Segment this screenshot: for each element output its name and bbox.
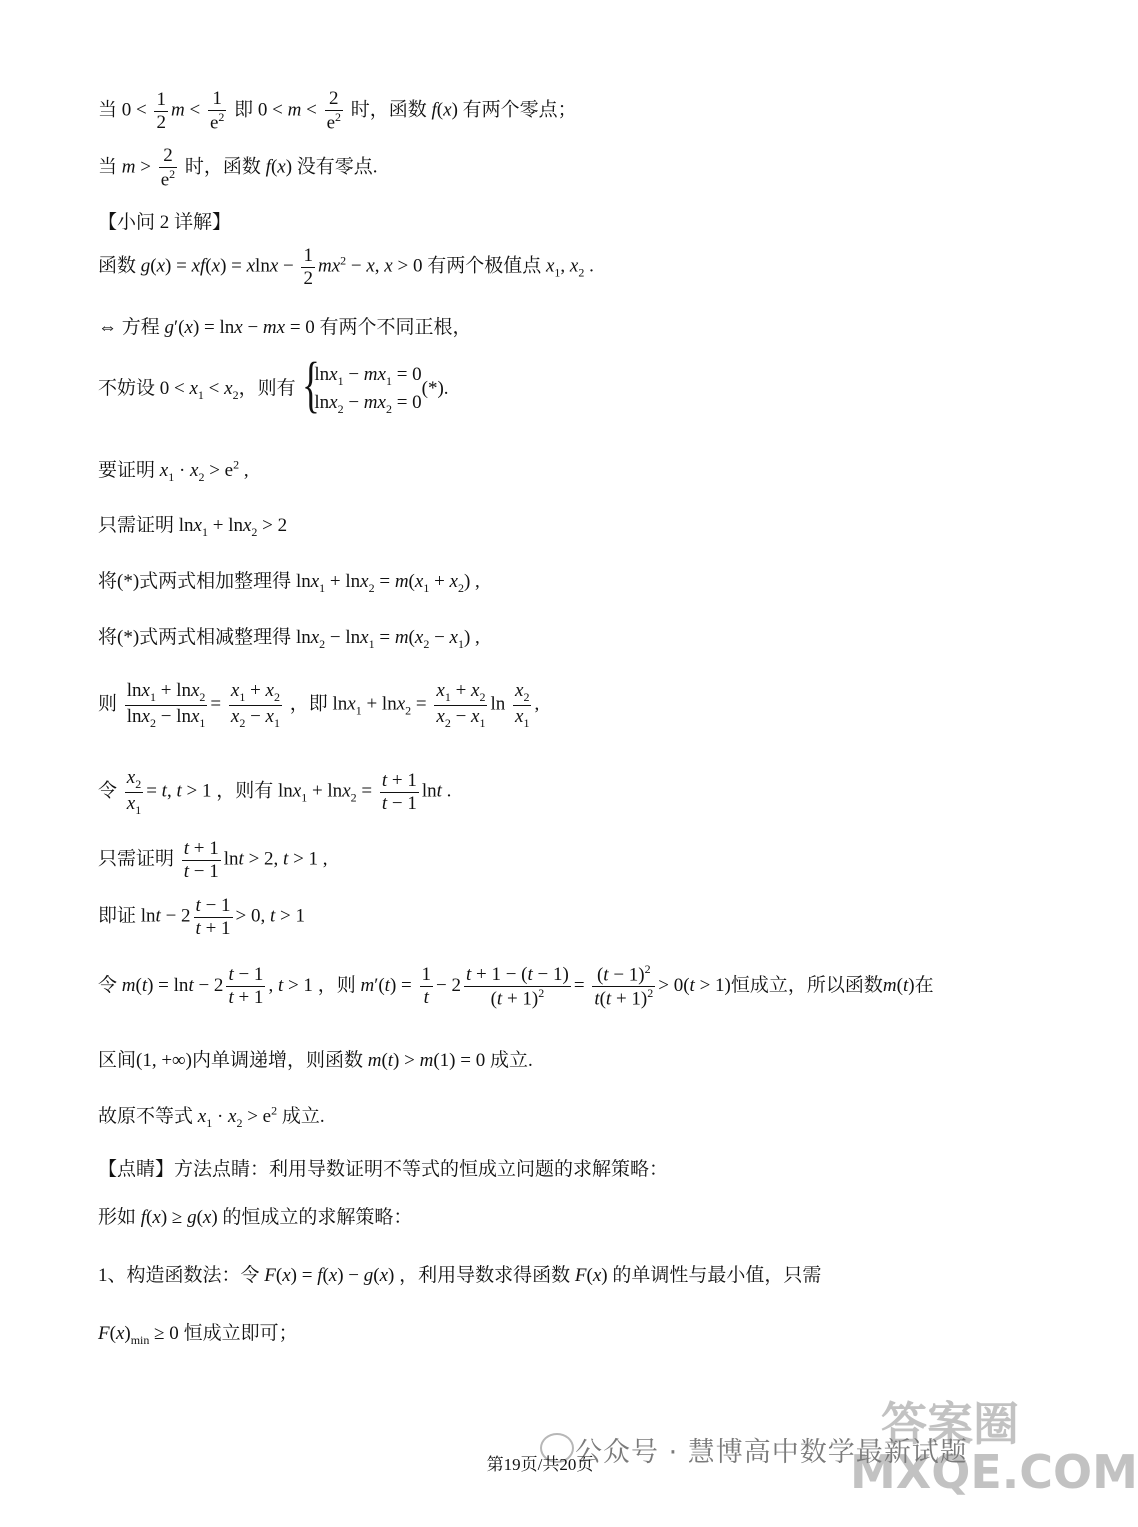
- text-line-13: 只需证明 $\frac{t + 1}{t - 1}$ lnt > 2, t > 1 ,: [98, 838, 328, 882]
- text-line-1: 当 0 < $\frac{1}{2}$ m < $\frac{1}{e^2}$ 即 0 < m < $\frac{2}{e^2}$ 时，函数 f(x) 有两个零点；: [98, 88, 577, 134]
- math-fraction: $\frac{t + 1 - (t - 1)}{(t + 1)^2}$: [465, 963, 569, 1009]
- math-fraction: $\frac{2}{e^2}$: [160, 145, 176, 191]
- site-logo: 答案圈 MXQE.COM: [850, 1397, 1138, 1500]
- text-line-15: 令 m(t) = lnt − 2 $\frac{t - 1}{t + 1}$ , t > 1 ，则 m′(t) = $\frac{1}{t}$ − 2 $\frac{t + 1 - (t - 1)}{(t + 1)^2}$ = $\frac{(t - 1)^2}{t(t + 1)^2}$ > 0(t > 1)恒成立，所以函数m(t)在: [98, 962, 934, 1010]
- math-fraction: $\frac{t + 1}{t - 1}$: [183, 838, 219, 882]
- math-fraction: $\frac{1}{2}$: [156, 88, 166, 133]
- page-number: 第19页/共20页: [486, 1455, 594, 1474]
- math-fraction: $\frac{x_2}{x_1}$: [126, 767, 142, 817]
- math-fraction: $\frac{t - 1}{t + 1}$: [195, 895, 231, 939]
- text-line-10: 将(*)式两式相减整理得 $\ln x_2 - \ln x_1 = m(x_2 - x_1)$ ,: [98, 627, 480, 651]
- section-heading: 【小问 2 详解】: [98, 212, 232, 233]
- text-line-5: ⇔ 方程 g′(x) = lnx − mx = 0 有两个不同正根，: [98, 317, 472, 338]
- math-fraction: $\frac{1}{e^2}$: [209, 88, 225, 134]
- text-line-18: 【点睛】方法点睛：利用导数证明不等式的恒成立问题的求解策略：: [98, 1159, 669, 1180]
- text-line-14: 即证 lnt − 2 $\frac{t - 1}{t + 1}$ > 0, t > 1: [98, 895, 306, 939]
- text-line-6: 不妨设 $0 < x_1 < x_2$，则有 { $\ln x_1 - mx_1 = 0$ $\ln x_2 - mx_2 = 0$ (*).: [98, 362, 449, 417]
- watermark-text: 公众号 · 慧博高中数学最新试题: [575, 1437, 968, 1468]
- text-line-4: 函数 g(x) = xf(x) = xlnx − $\frac{1}{2}$ $mx^2 - x$, x > 0 有两个极值点 $x_1$, $x_2$ .: [98, 245, 594, 289]
- math-fraction: $\frac{\ln x_1 + \ln x_2}{\ln x_2 - \ln x_1}$: [126, 680, 206, 730]
- text-line-20: 1、构造函数法：令 F(x) = f(x) − g(x) ，利用导数求得函数 F(x) 的单调性与最小值，只需: [98, 1265, 822, 1286]
- math-fraction: $\frac{2}{e^2}$: [326, 88, 341, 134]
- text-line-9: 将(*)式两式相加整理得 $\ln x_1 + \ln x_2 = m(x_1 + x_2)$ ,: [98, 571, 480, 595]
- text-line-19: 形如 f(x) ≥ g(x) 的恒成立的求解策略：: [98, 1207, 413, 1228]
- math-fraction: $\frac{x_2}{x_1}$: [515, 680, 530, 730]
- text-line-12: 令 $\frac{x_2}{x_1}$ = t, t > 1 ，则有 lnx$_1$ + lnx$_2$ = $\frac{t + 1}{t - 1}$ lnt .: [98, 767, 452, 817]
- text-line-8: 只需证明 lnx$_1$ + lnx$_2$ > 2: [98, 515, 288, 539]
- math-fraction: $\frac{x_1 + x_2}{x_2 - x_1}$: [230, 680, 280, 730]
- text-line-16: 区间(1, +∞)内单调递增，则函数 m(t) > m(1) = 0 成立.: [98, 1050, 533, 1071]
- math-fraction: $\frac{x_1 + x_2}{x_2 - x_1}$: [436, 680, 486, 730]
- math-fraction: $\frac{t - 1}{t + 1}$: [228, 964, 264, 1009]
- math-fraction: $\frac{(t - 1)^2}{t(t + 1)^2}$: [594, 962, 654, 1010]
- equation-system: { $\ln x_1 - mx_1 = 0$ $\ln x_2 - mx_2 = 0$: [300, 362, 421, 417]
- math-fraction: $\frac{1}{2}$: [303, 245, 313, 289]
- text-line-17: 故原不等式 $x_1 \cdot x_2 > e^2$ 成立.: [98, 1103, 325, 1130]
- math-fraction: $\frac{t + 1}{t - 1}$: [381, 769, 417, 814]
- text-line-7: 要证明 $x_1 \cdot x_2 > e^2$ ,: [98, 457, 249, 484]
- text-line-11: 则 $\frac{\ln x_1 + \ln x_2}{\ln x_2 - \ln x_1}$ = $\frac{x_1 + x_2}{x_2 - x_1}$ ，即 lnx$_1$ + lnx$_2$ = $\frac{x_1 + x_2}{x_2 - x_1}$ ln $\frac{x_2}{x_1}$ ,: [98, 680, 540, 730]
- text-line-2: 当 m > $\frac{2}{e^2}$ 时，函数 f(x) 没有零点.: [98, 145, 378, 191]
- math-fraction: $\frac{1}{t}$: [421, 964, 431, 1009]
- text-line-21: $F(x)_{min} \ge 0$ 恒成立即可；: [98, 1323, 298, 1347]
